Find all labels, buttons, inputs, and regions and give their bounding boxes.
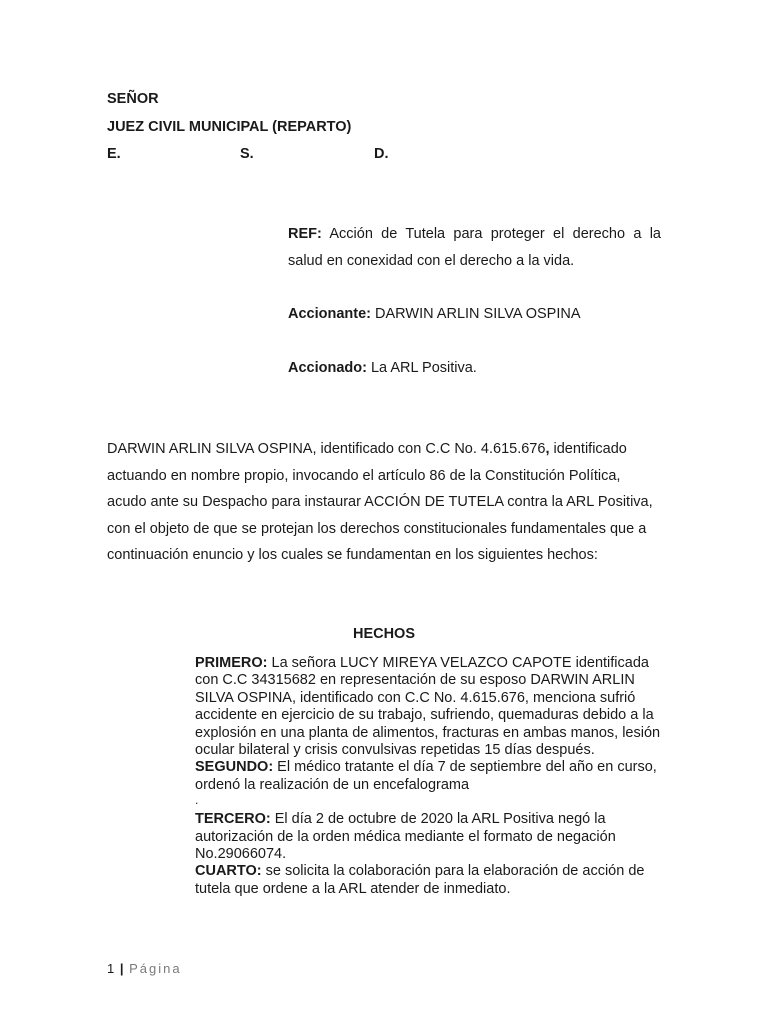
fact-label: PRIMERO: bbox=[195, 655, 268, 671]
fact-label: SEGUNDO: bbox=[195, 759, 274, 776]
ref-text: Acción de Tutela para proteger el derecho a la salud en conexidad con el derecho a la vida. bbox=[288, 226, 661, 269]
intro-paragraph bbox=[107, 436, 663, 569]
fact-item bbox=[195, 759, 665, 794]
fact-text: El médico tratante el día 7 de septiembre del año en curso, ordenó la realización de un encefalograma bbox=[195, 759, 657, 793]
facts-list bbox=[195, 655, 665, 898]
reference-block bbox=[288, 221, 661, 275]
intro-part1: DARWIN ARLIN SILVA OSPINA, identificado con C.C No. 4.615.676 bbox=[107, 441, 546, 457]
fact-text: La señora LUCY MIREYA VELAZCO CAPOTE identificada con C.C 34315682 en representación de su esposo DARWIN ARLIN SILVA OSPINA, identificado con C.C No. 4.615.676, menciona sufrió accidente en ejercicio de su trabajo, sufriendo, quemaduras debido a la explosión en una planta de alimentos, fracturas en ambas manos, lesión ocular bilateral y crisis convulsivas repetidas 15 días después. bbox=[195, 655, 661, 759]
plaintiff-line bbox=[288, 301, 661, 328]
fact-text: se solicita la colaboración para la elaboración de acción de tutela que ordene a la ARL atender de inmediato. bbox=[195, 863, 645, 897]
ref-label: REF: bbox=[288, 226, 322, 242]
plaintiff-value: DARWIN ARLIN SILVA OSPINA bbox=[375, 306, 581, 322]
esd-e: E. bbox=[107, 146, 121, 162]
footer-separator: | bbox=[119, 961, 124, 976]
fact-text: El día 2 de octubre de 2020 la ARL Positiva negó la autorización de la orden médica mediante el formato de negación No.29066074. bbox=[195, 811, 616, 863]
facts-heading: HECHOS bbox=[352, 626, 416, 642]
plaintiff-label: Accionante: bbox=[288, 306, 371, 322]
page-number: 1 bbox=[107, 961, 115, 976]
intro-comma: , bbox=[545, 441, 550, 457]
esd-d: D. bbox=[374, 146, 389, 162]
defendant-value: La ARL Positiva. bbox=[370, 360, 477, 376]
stray-dot: . bbox=[195, 793, 199, 808]
page-label: Página bbox=[129, 961, 182, 976]
page-footer bbox=[107, 961, 182, 976]
fact-item bbox=[195, 655, 665, 759]
addressee-title: SEÑOR bbox=[107, 91, 159, 107]
defendant-line bbox=[288, 355, 661, 382]
esd-s: S. bbox=[240, 146, 254, 162]
addressee-court: JUEZ CIVIL MUNICIPAL (REPARTO) bbox=[107, 119, 352, 135]
fact-item bbox=[195, 863, 665, 898]
fact-label: CUARTO: bbox=[195, 863, 262, 880]
intro-part2: identificado actuando en nombre propio, invocando el artículo 86 de la Constitución Política, acudo ante su Despacho para instaurar ACCIÓN DE TUTELA contra la ARL Positiva, con el objeto de que se protejan los derechos constitucionales fundamentales que a continuación enuncio y los cuales se fundamentan en los siguientes hechos: bbox=[107, 441, 653, 563]
fact-label: TERCERO: bbox=[195, 811, 271, 828]
defendant-label: Accionado: bbox=[288, 360, 367, 376]
fact-item bbox=[195, 811, 665, 863]
